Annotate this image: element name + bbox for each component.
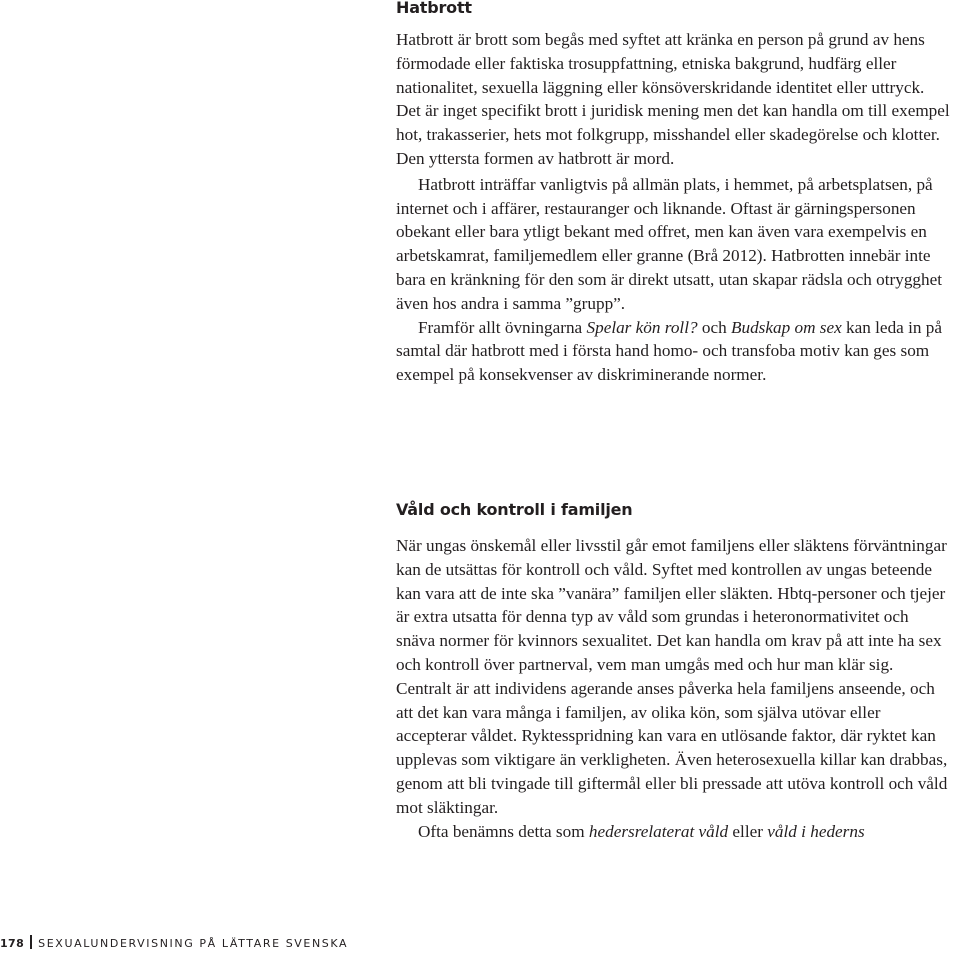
- section-vald-och-kontroll: [396, 500, 952, 843]
- paragraph-hatbrott-definition: Hatbrott är brott som begås med syftet att kränka en person på grund av hens förmodade eller faktiska trosuppfattning, etniska bakgrund, hudfärg eller nationalitet, sexuella läggning eller könsöverskridande identitet eller uttryck. Det är inget specifikt brott i juridisk mening men det kan handla om till exempel hot, trakasserier, hets mot folkgrupp, misshandel eller skadegörelse och klotter. Den yttersta formen av hatbrott är mord.: [396, 30, 950, 168]
- footer-divider: [30, 935, 32, 949]
- term-hedersrelaterat-vald: hedersrelaterat våld: [588, 821, 729, 841]
- paragraph-hatbrott-places: Hatbrott inträffar vanligtvis på allmän plats, i hemmet, på arbetsplatsen, på internet och i affärer, restauranger och liknande. Oftast är gärningspersonen obekant eller bara ytligt bekant med offret, men kan även vara exempelvis en arbetskamrat, familjemedlem eller granne (Brå 2012). Hatbrotten innebär inte bara en kränkning för den som är direkt utsatt, utan skapar rädsla och otrygghet även hos andra i samma ”grupp”.: [396, 174, 943, 313]
- paragraph-hatbrott-exercises: Framför allt övningarna Spelar kön roll? och Budskap om sex kan leda in på samtal där hatbrott med i första hand homo- och transfoba motiv kan ges som exempel på konsekvenser av diskriminerande normer.: [396, 317, 942, 385]
- exercise-title-spelar-kon-roll: Spelar kön roll?: [586, 317, 698, 337]
- book-title: SEXUALUNDERVISNING PÅ LÄTTARE SVENSKA: [38, 937, 349, 950]
- term-vald-i-hederns: våld i hederns: [767, 821, 865, 841]
- exercise-title-budskap-om-sex: Budskap om sex: [731, 317, 842, 337]
- paragraph-hedersrelaterat-vald: Ofta benämns detta som hedersrelaterat våld eller våld i hederns: [418, 821, 865, 841]
- paragraph-vald-och-kontroll: När ungas önskemål eller livsstil går emot familjens eller släktens förväntningar kan de utsättas för kontroll och våld. Syftet med kontrollen av ungas beteende kan vara att de inte ska ”vanära” familjen eller släkten. Hbtq-personer och tjejer är extra utsatta för denna typ av våld som grundas i heteronormativitet och snäva normer för kvinnors sexualitet. Det kan handla om krav på att inte ha sex och kontroll över partnerval, vem man umgås med och hur man klär sig. Centralt är att individens agerande anses påverka hela familjens anseende, och att det kan vara många i familjen, av olika kön, som själva utövar eller accepterar våldet. Ryktesspridning kan vara en utlösande faktor, där ryktet kan upplevas som viktigare än verkligheten. Även heterosexuella killar kan drabbas, genom att bli tvingade till giftermål eller bli pressade att utöva kontroll och våld mot släktingar.: [396, 536, 948, 817]
- page-footer: [0, 934, 348, 954]
- heading-vald-och-kontroll: Våld och kontroll i familjen: [396, 500, 633, 519]
- section-hatbrott: [396, 0, 952, 387]
- page-number: 178: [0, 937, 25, 950]
- heading-hatbrott: Hatbrott: [396, 0, 472, 17]
